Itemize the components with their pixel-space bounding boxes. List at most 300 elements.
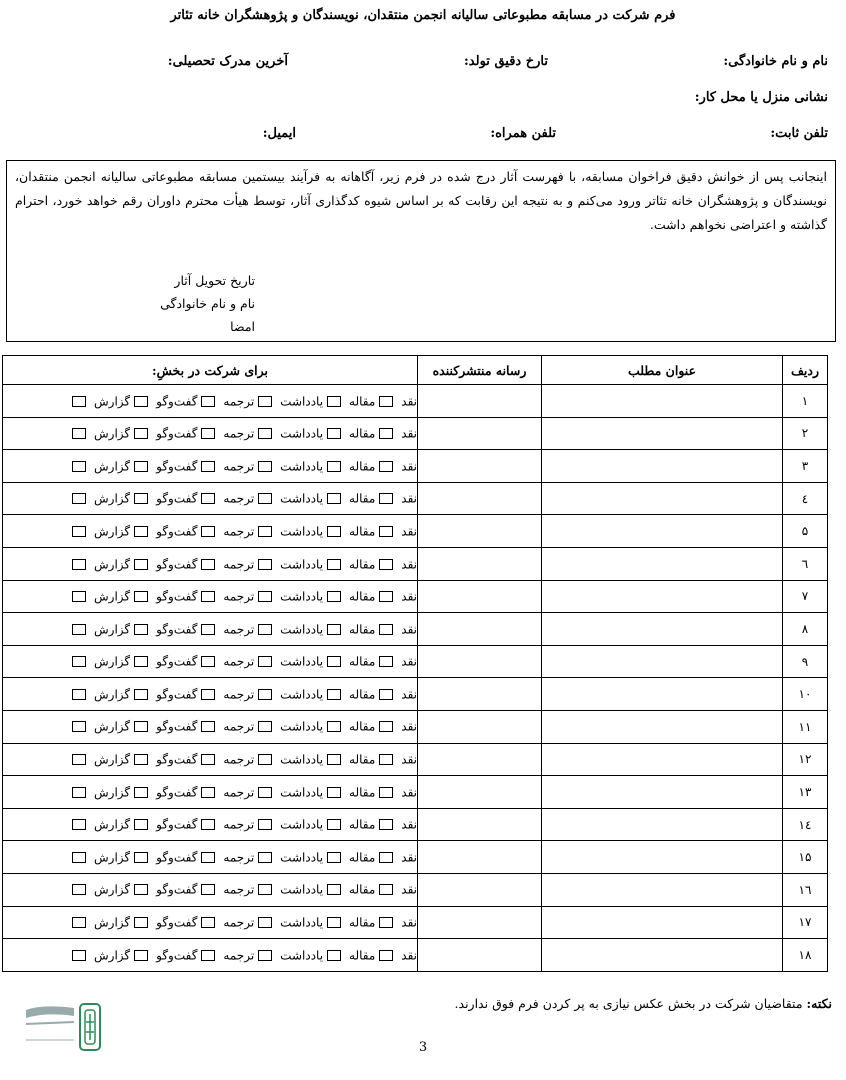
section-cell — [3, 482, 418, 515]
category-option-note — [256, 622, 323, 637]
title-cell[interactable] — [542, 710, 783, 743]
category-checkbox[interactable] — [327, 852, 341, 863]
category-checkbox[interactable] — [72, 819, 86, 830]
category-checkbox[interactable] — [201, 656, 215, 667]
category-option-interview — [132, 719, 197, 734]
category-option-note — [256, 915, 323, 930]
category-label: گفت‌وگو — [156, 459, 198, 474]
category-label: یادداشت — [280, 654, 324, 669]
category-option-report — [70, 687, 130, 702]
category-checkbox[interactable] — [379, 819, 393, 830]
media-cell[interactable] — [418, 547, 542, 580]
header-media: رسانه منتشرکننده — [418, 356, 542, 385]
category-checkbox[interactable] — [258, 526, 272, 537]
category-checkbox[interactable] — [258, 428, 272, 439]
category-option-critique — [377, 687, 417, 702]
category-option-translation — [199, 654, 254, 669]
category-checkbox[interactable] — [258, 884, 272, 895]
title-cell[interactable] — [542, 743, 783, 776]
category-label: گزارش — [94, 817, 131, 832]
category-checkbox[interactable] — [379, 461, 393, 472]
category-option-interview — [132, 948, 197, 963]
category-option-note — [256, 850, 323, 865]
landline-field-label: تلفن ثابت: — [770, 126, 828, 141]
row-number: ۱۳ — [783, 776, 828, 809]
category-option-article — [325, 654, 375, 669]
category-label: ترجمه — [223, 915, 255, 930]
title-cell[interactable] — [542, 939, 783, 972]
category-checkbox[interactable] — [258, 493, 272, 504]
title-cell[interactable] — [542, 450, 783, 483]
media-cell[interactable] — [418, 710, 542, 743]
page-number: 3 — [418, 1040, 428, 1055]
category-checkbox[interactable] — [379, 950, 393, 961]
category-label: ترجمه — [223, 394, 255, 409]
category-checkbox[interactable] — [201, 721, 215, 732]
delivery-date-label: تاریخ تحویل آثار — [174, 273, 255, 288]
category-option-translation — [199, 524, 254, 539]
category-checkbox[interactable] — [201, 787, 215, 798]
category-checkbox[interactable] — [134, 559, 148, 570]
category-option-note — [256, 491, 323, 506]
category-option-interview — [132, 915, 197, 930]
category-label: گزارش — [94, 557, 131, 572]
category-option-report — [70, 817, 130, 832]
category-checkbox[interactable] — [72, 656, 86, 667]
category-label: گفت‌وگو — [156, 948, 198, 963]
category-label: گزارش — [94, 948, 131, 963]
category-checkbox[interactable] — [201, 950, 215, 961]
category-label: گفت‌وگو — [156, 426, 198, 441]
row-number: ۱۷ — [783, 906, 828, 939]
category-checkbox[interactable] — [72, 852, 86, 863]
category-option-note — [256, 524, 323, 539]
category-label: یادداشت — [280, 491, 324, 506]
category-checkbox[interactable] — [72, 591, 86, 602]
media-cell[interactable] — [418, 939, 542, 972]
category-checkbox[interactable] — [201, 396, 215, 407]
section-cell — [3, 580, 418, 613]
category-checkbox[interactable] — [258, 754, 272, 765]
category-label: ترجمه — [223, 524, 255, 539]
category-checkbox[interactable] — [72, 884, 86, 895]
category-checkbox[interactable] — [134, 917, 148, 928]
category-label: گزارش — [94, 654, 131, 669]
section-cell — [3, 808, 418, 841]
category-option-note — [256, 687, 323, 702]
category-checkbox[interactable] — [72, 950, 86, 961]
row-number: ۱۱ — [783, 710, 828, 743]
media-cell[interactable] — [418, 906, 542, 939]
media-cell[interactable] — [418, 808, 542, 841]
category-option-report — [70, 459, 130, 474]
media-cell[interactable] — [418, 450, 542, 483]
category-option-translation — [199, 850, 254, 865]
category-checkbox[interactable] — [258, 624, 272, 635]
category-checkbox[interactable] — [379, 754, 393, 765]
category-label: نقد — [401, 654, 417, 669]
category-label: یادداشت — [280, 622, 324, 637]
category-checkbox[interactable] — [327, 917, 341, 928]
category-option-note — [256, 394, 323, 409]
category-checkbox[interactable] — [327, 396, 341, 407]
category-label: گزارش — [94, 426, 131, 441]
table-row — [3, 678, 828, 711]
category-checkbox[interactable] — [379, 624, 393, 635]
form-title: فرم شرکت در مسابقه مطبوعاتی سالیانه انجمن منتقدان، نویسندگان و پژوهشگران خانه تئاتر — [170, 8, 676, 23]
category-label: گفت‌وگو — [156, 850, 198, 865]
category-option-article — [325, 687, 375, 702]
category-checkbox[interactable] — [134, 526, 148, 537]
category-checkbox[interactable] — [327, 428, 341, 439]
works-table-body — [3, 385, 828, 972]
category-checkbox[interactable] — [327, 950, 341, 961]
category-checkbox[interactable] — [379, 787, 393, 798]
category-checkbox[interactable] — [134, 493, 148, 504]
category-checkbox[interactable] — [134, 819, 148, 830]
category-label: نقد — [401, 557, 417, 572]
category-checkbox[interactable] — [379, 689, 393, 700]
category-option-report — [70, 752, 130, 767]
category-option-note — [256, 426, 323, 441]
category-label: نقد — [401, 752, 417, 767]
category-option-interview — [132, 752, 197, 767]
category-label: نقد — [401, 850, 417, 865]
category-checkbox[interactable] — [72, 526, 86, 537]
row-number: ۷ — [783, 580, 828, 613]
category-label: مقاله — [349, 719, 376, 734]
category-option-critique — [377, 915, 417, 930]
category-checkbox[interactable] — [327, 884, 341, 895]
category-checkbox[interactable] — [327, 624, 341, 635]
category-label: نقد — [401, 785, 417, 800]
title-cell[interactable] — [542, 580, 783, 613]
full-name-label: نام و نام خانوادگی — [160, 296, 255, 311]
category-option-note — [256, 948, 323, 963]
signature-label: امضا — [230, 319, 255, 334]
category-checkbox[interactable] — [258, 461, 272, 472]
category-label: مقاله — [349, 654, 376, 669]
category-checkbox[interactable] — [327, 526, 341, 537]
category-checkbox[interactable] — [134, 461, 148, 472]
category-option-article — [325, 557, 375, 572]
works-table — [2, 355, 828, 972]
degree-field-label: آخرین مدرک تحصیلی: — [167, 54, 288, 69]
category-checkbox[interactable] — [72, 493, 86, 504]
category-checkbox[interactable] — [72, 428, 86, 439]
title-cell[interactable] — [542, 515, 783, 548]
table-header-row — [3, 356, 828, 385]
category-option-report — [70, 948, 130, 963]
media-cell[interactable] — [418, 515, 542, 548]
category-checkbox[interactable] — [201, 884, 215, 895]
media-cell[interactable] — [418, 645, 542, 678]
category-option-translation — [199, 459, 254, 474]
section-cell — [3, 743, 418, 776]
category-label: مقاله — [349, 915, 376, 930]
category-checkbox[interactable] — [201, 526, 215, 537]
category-checkbox[interactable] — [201, 852, 215, 863]
media-cell[interactable] — [418, 776, 542, 809]
title-cell[interactable] — [542, 482, 783, 515]
category-checkbox[interactable] — [134, 787, 148, 798]
table-row — [3, 580, 828, 613]
category-option-report — [70, 524, 130, 539]
category-label: نقد — [401, 459, 417, 474]
table-row — [3, 385, 828, 418]
category-checkbox[interactable] — [327, 559, 341, 570]
category-checkbox[interactable] — [379, 917, 393, 928]
title-cell[interactable] — [542, 385, 783, 418]
category-checkbox[interactable] — [134, 396, 148, 407]
category-label: گفت‌وگو — [156, 915, 198, 930]
category-option-interview — [132, 589, 197, 604]
category-label: ترجمه — [223, 752, 255, 767]
category-checkbox[interactable] — [201, 493, 215, 504]
category-option-critique — [377, 654, 417, 669]
category-checkbox[interactable] — [134, 428, 148, 439]
category-label: مقاله — [349, 785, 376, 800]
category-checkbox[interactable] — [258, 819, 272, 830]
category-label: نقد — [401, 948, 417, 963]
category-checkbox[interactable] — [134, 852, 148, 863]
category-checkbox[interactable] — [201, 461, 215, 472]
category-checkbox[interactable] — [327, 754, 341, 765]
category-checkbox[interactable] — [134, 950, 148, 961]
category-label: گزارش — [94, 687, 131, 702]
category-option-interview — [132, 785, 197, 800]
media-cell[interactable] — [418, 385, 542, 418]
category-label: مقاله — [349, 426, 376, 441]
category-checkbox[interactable] — [327, 591, 341, 602]
row-number: ۳ — [783, 450, 828, 483]
category-checkbox[interactable] — [327, 819, 341, 830]
section-cell — [3, 385, 418, 418]
note-text: متقاضیان شرکت در بخش عکس نیازی به پر کردن فرم فوق ندارند. — [454, 996, 807, 1011]
media-cell[interactable] — [418, 613, 542, 646]
category-option-translation — [199, 915, 254, 930]
category-option-critique — [377, 882, 417, 897]
category-label: یادداشت — [280, 557, 324, 572]
category-label: یادداشت — [280, 687, 324, 702]
category-checkbox[interactable] — [72, 917, 86, 928]
category-checkbox[interactable] — [72, 721, 86, 732]
category-checkbox[interactable] — [201, 917, 215, 928]
media-cell[interactable] — [418, 580, 542, 613]
category-checkbox[interactable] — [379, 591, 393, 602]
category-checkbox[interactable] — [201, 624, 215, 635]
declaration-box — [6, 160, 836, 342]
category-option-critique — [377, 394, 417, 409]
header-row-number: ردیف — [783, 356, 828, 385]
category-checkbox[interactable] — [327, 787, 341, 798]
table-row — [3, 417, 828, 450]
media-cell[interactable] — [418, 841, 542, 874]
row-number: ۱ — [783, 385, 828, 418]
category-checkbox[interactable] — [379, 396, 393, 407]
row-number: ۱۵ — [783, 841, 828, 874]
category-option-interview — [132, 394, 197, 409]
category-option-article — [325, 491, 375, 506]
category-option-critique — [377, 752, 417, 767]
table-row — [3, 547, 828, 580]
header-title: عنوان مطلب — [542, 356, 783, 385]
title-cell[interactable] — [542, 808, 783, 841]
category-checkbox[interactable] — [201, 754, 215, 765]
category-checkbox[interactable] — [258, 917, 272, 928]
category-option-note — [256, 882, 323, 897]
row-number: ٤ — [783, 482, 828, 515]
category-option-note — [256, 459, 323, 474]
birth-date-field-label: تارخ دقیق تولد: — [464, 54, 548, 69]
category-label: مقاله — [349, 948, 376, 963]
category-checkbox[interactable] — [258, 559, 272, 570]
section-cell — [3, 710, 418, 743]
category-checkbox[interactable] — [201, 819, 215, 830]
table-row — [3, 613, 828, 646]
category-checkbox[interactable] — [201, 591, 215, 602]
category-checkbox[interactable] — [258, 591, 272, 602]
category-checkbox[interactable] — [379, 559, 393, 570]
category-option-critique — [377, 850, 417, 865]
email-field-label: ایمیل: — [262, 126, 296, 141]
category-option-report — [70, 915, 130, 930]
category-label: ترجمه — [223, 850, 255, 865]
category-option-report — [70, 882, 130, 897]
category-label: ترجمه — [223, 589, 255, 604]
media-cell[interactable] — [418, 482, 542, 515]
category-label: گزارش — [94, 915, 131, 930]
category-checkbox[interactable] — [72, 624, 86, 635]
category-checkbox[interactable] — [134, 721, 148, 732]
category-option-article — [325, 719, 375, 734]
category-checkbox[interactable] — [72, 461, 86, 472]
category-option-critique — [377, 948, 417, 963]
category-checkbox[interactable] — [72, 754, 86, 765]
table-row — [3, 841, 828, 874]
category-option-critique — [377, 719, 417, 734]
category-option-interview — [132, 687, 197, 702]
header-section: برای شرکت در بخشِ: — [3, 356, 418, 385]
category-option-note — [256, 752, 323, 767]
title-cell[interactable] — [542, 841, 783, 874]
category-option-critique — [377, 491, 417, 506]
category-checkbox[interactable] — [72, 689, 86, 700]
media-cell[interactable] — [418, 743, 542, 776]
category-checkbox[interactable] — [258, 721, 272, 732]
category-label: یادداشت — [280, 426, 324, 441]
category-checkbox[interactable] — [201, 559, 215, 570]
category-label: گفت‌وگو — [156, 719, 198, 734]
category-checkbox[interactable] — [134, 624, 148, 635]
title-cell[interactable] — [542, 873, 783, 906]
category-option-translation — [199, 557, 254, 572]
category-checkbox[interactable] — [327, 461, 341, 472]
category-label: ترجمه — [223, 948, 255, 963]
category-option-critique — [377, 557, 417, 572]
category-checkbox[interactable] — [379, 656, 393, 667]
category-checkbox[interactable] — [134, 591, 148, 602]
category-label: گفت‌وگو — [156, 394, 198, 409]
category-checkbox[interactable] — [134, 754, 148, 765]
category-checkbox[interactable] — [258, 787, 272, 798]
category-label: گزارش — [94, 524, 131, 539]
title-cell[interactable] — [542, 613, 783, 646]
category-option-report — [70, 622, 130, 637]
row-number: ۱٤ — [783, 808, 828, 841]
category-checkbox[interactable] — [327, 493, 341, 504]
media-cell[interactable] — [418, 678, 542, 711]
category-checkbox[interactable] — [258, 950, 272, 961]
name-field-label: نام و نام خانوادگی: — [723, 54, 828, 69]
category-checkbox[interactable] — [134, 689, 148, 700]
category-option-article — [325, 948, 375, 963]
row-number: ۲ — [783, 417, 828, 450]
category-checkbox[interactable] — [379, 526, 393, 537]
category-checkbox[interactable] — [258, 656, 272, 667]
category-checkbox[interactable] — [379, 428, 393, 439]
section-cell — [3, 873, 418, 906]
media-cell[interactable] — [418, 417, 542, 450]
section-cell — [3, 450, 418, 483]
category-label: گفت‌وگو — [156, 752, 198, 767]
category-label: گفت‌وگو — [156, 882, 198, 897]
category-checkbox[interactable] — [72, 559, 86, 570]
category-checkbox[interactable] — [379, 852, 393, 863]
category-label: گزارش — [94, 719, 131, 734]
section-cell — [3, 645, 418, 678]
category-label: ترجمه — [223, 882, 255, 897]
table-row — [3, 482, 828, 515]
category-label: گزارش — [94, 622, 131, 637]
category-checkbox[interactable] — [327, 689, 341, 700]
section-cell — [3, 776, 418, 809]
category-option-critique — [377, 817, 417, 832]
category-checkbox[interactable] — [258, 852, 272, 863]
category-option-translation — [199, 491, 254, 506]
category-checkbox[interactable] — [201, 428, 215, 439]
category-checkbox[interactable] — [327, 656, 341, 667]
title-cell[interactable] — [542, 547, 783, 580]
category-checkbox[interactable] — [72, 787, 86, 798]
category-checkbox[interactable] — [379, 493, 393, 504]
title-cell[interactable] — [542, 776, 783, 809]
category-option-translation — [199, 622, 254, 637]
media-cell[interactable] — [418, 873, 542, 906]
category-label: گزارش — [94, 850, 131, 865]
category-checkbox[interactable] — [379, 884, 393, 895]
category-checkbox[interactable] — [134, 884, 148, 895]
category-checkbox[interactable] — [379, 721, 393, 732]
category-option-article — [325, 915, 375, 930]
title-cell[interactable] — [542, 645, 783, 678]
category-checkbox[interactable] — [258, 396, 272, 407]
category-label: نقد — [401, 589, 417, 604]
title-cell[interactable] — [542, 417, 783, 450]
category-checkbox[interactable] — [327, 721, 341, 732]
category-checkbox[interactable] — [134, 656, 148, 667]
category-checkbox[interactable] — [258, 689, 272, 700]
category-checkbox[interactable] — [201, 689, 215, 700]
category-checkbox[interactable] — [72, 396, 86, 407]
category-label: مقاله — [349, 817, 376, 832]
table-row — [3, 450, 828, 483]
category-label: یادداشت — [280, 459, 324, 474]
category-option-translation — [199, 752, 254, 767]
title-cell[interactable] — [542, 678, 783, 711]
title-cell[interactable] — [542, 906, 783, 939]
category-label: گزارش — [94, 491, 131, 506]
